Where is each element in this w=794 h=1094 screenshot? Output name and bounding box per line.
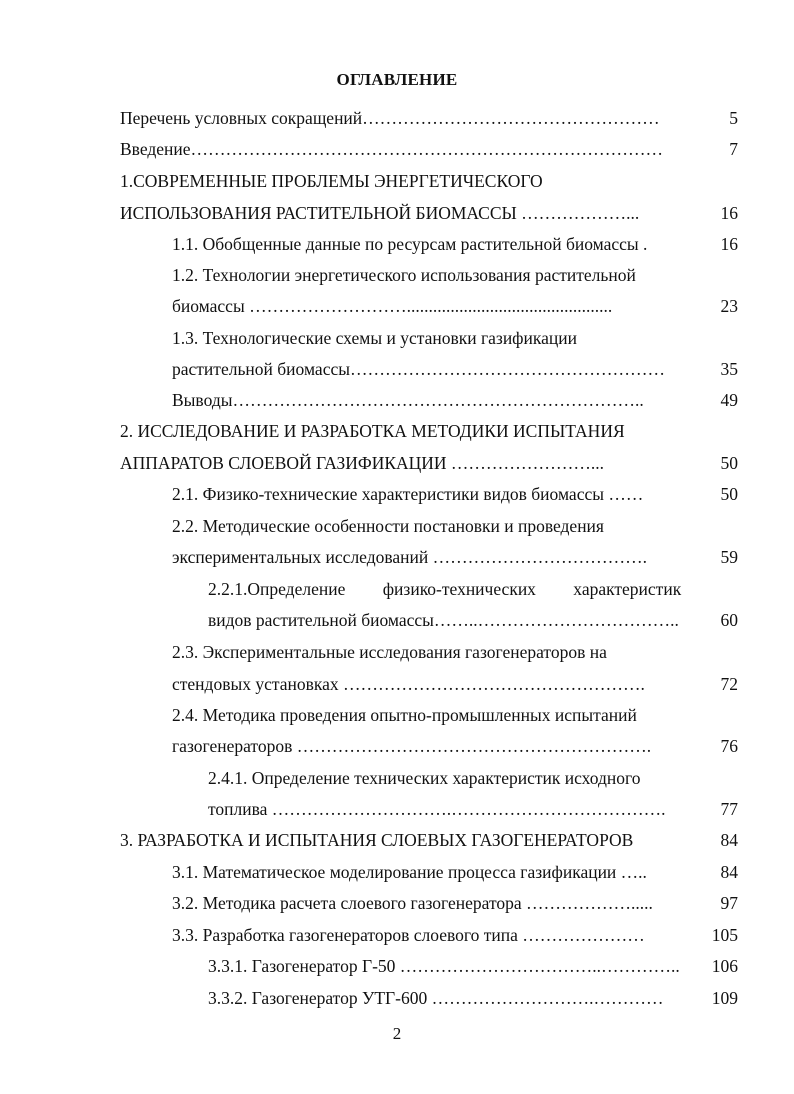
toc-entry-text: АППАРАТОВ СЛОЕВОЙ ГАЗИФИКАЦИИ ……………………... <box>120 453 605 473</box>
page-number: 2 <box>392 1024 402 1043</box>
toc-entry-page: 97 <box>720 893 738 913</box>
toc-entry-page: 72 <box>720 674 738 694</box>
toc-entry-page: 84 <box>720 862 738 882</box>
toc-entry-page: 60 <box>720 610 738 630</box>
toc-entry-text: 2.2. Методические особенности постановки и проведения <box>172 516 604 536</box>
toc-entry-page: 105 <box>711 925 738 945</box>
toc-entry-page: 50 <box>720 484 738 504</box>
toc-entry-page: 84 <box>720 830 738 850</box>
toc-entry-text: 1.СОВРЕМЕННЫЕ ПРОБЛЕМЫ ЭНЕРГЕТИЧЕСКОГО <box>120 171 543 191</box>
toc-entry-text: 1.3. Технологические схемы и установки газификации <box>172 328 577 348</box>
toc-entry-page: 16 <box>720 234 738 254</box>
toc-entry-text: биомассы ………………………............................................... <box>172 296 613 316</box>
toc-entry-page: 77 <box>720 799 738 819</box>
toc-entry-page: 16 <box>720 203 738 223</box>
toc-entry-text: 3.2. Методика расчета слоевого газогенератора ………………..... <box>172 893 653 913</box>
toc-entry-text: 2. ИССЛЕДОВАНИЕ И РАЗРАБОТКА МЕТОДИКИ ИСПЫТАНИЯ <box>120 421 625 441</box>
toc-entry-text: 2.4. Методика проведения опытно-промышленных испытаний <box>172 705 637 725</box>
toc-entry-text: 3.3.1. Газогенератор Г-50 ……………………………..………….. <box>208 956 680 976</box>
toc-entry-page: 7 <box>729 139 738 159</box>
toc-entry-text: 3.3. Разработка газогенераторов слоевого типа ………………… <box>172 925 645 945</box>
toc-entry-text: топлива ………………………….………………………………. <box>208 799 666 819</box>
toc-entry-text: стендовых установках ……………………………………………. <box>172 674 645 694</box>
toc-entry-text: ИСПОЛЬЗОВАНИЯ РАСТИТЕЛЬНОЙ БИОМАССЫ ………………... <box>120 203 640 223</box>
toc-entry-page: 59 <box>720 547 738 567</box>
toc-entry-text: Выводы…………………………………………………………….. <box>172 390 644 410</box>
toc-entry-text: 2.1. Физико-технические характеристики видов биомассы …… <box>172 484 644 504</box>
toc-title: ОГЛАВЛЕНИЕ <box>336 70 458 89</box>
toc-entry-page: 5 <box>729 108 738 128</box>
toc-entry-page: 23 <box>720 296 738 316</box>
toc-entry-page: 49 <box>720 390 738 410</box>
toc-entry-page: 35 <box>720 359 738 379</box>
toc-entry-text: 3.1. Математическое моделирование процесса газификации ….. <box>172 862 647 882</box>
toc-entry-text: Введение……………………………………………………………………… <box>120 139 664 159</box>
toc-entry-text: Перечень условных сокращений…………………………………………… <box>120 108 660 128</box>
toc-entry-page: 76 <box>720 736 738 756</box>
toc-entry-text: 1.1. Обобщенные данные по ресурсам растительной биомассы . <box>172 234 648 254</box>
toc-entry-page: 109 <box>711 988 738 1008</box>
toc-entry-text: газогенераторов ……………………………………………………. <box>172 736 652 756</box>
toc-entry-text: 2.2.1.Определение физико-технических характеристик <box>208 579 682 599</box>
toc-entry-text: 2.4.1. Определение технических характеристик исходного <box>208 768 641 788</box>
toc-entry-text: 3. РАЗРАБОТКА И ИСПЫТАНИЯ СЛОЕВЫХ ГАЗОГЕНЕРАТОРОВ <box>120 830 634 850</box>
toc-entry-text: 1.2. Технологии энергетического использования растительной <box>172 265 636 285</box>
toc-entry-text: 3.3.2. Газогенератор УТГ-600 ……………………….………… <box>208 988 664 1008</box>
toc-entry-text: видов растительной биомассы……..…………………………….. <box>208 610 679 630</box>
toc-entry-text: экспериментальных исследований ………………………………. <box>172 547 648 567</box>
toc-entry-page: 106 <box>711 956 738 976</box>
toc-entry-text: растительной биомассы……………………………………………… <box>172 359 665 379</box>
toc-entry-page: 50 <box>720 453 738 473</box>
toc-entry-text: 2.3. Экспериментальные исследования газогенераторов на <box>172 642 607 662</box>
